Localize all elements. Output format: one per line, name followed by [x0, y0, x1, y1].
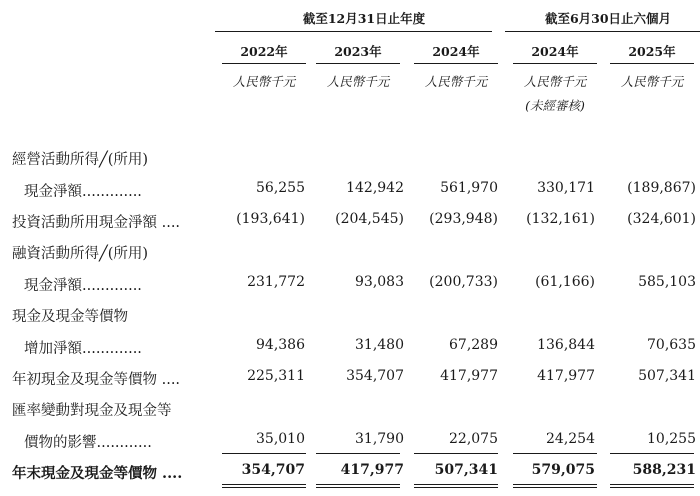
year-underline-2025-h1 [610, 63, 694, 64]
total-double-line-2024-h1-b [513, 487, 597, 488]
year-header-2023: 2023年 [334, 44, 382, 59]
group-header-six-months: 截至6月30日止六個月 [544, 11, 672, 26]
year-underline-2023 [316, 63, 400, 64]
cell-ending-2024-h1: 579,075 [531, 462, 595, 478]
cell-financing-2022: 231,772 [247, 274, 305, 290]
subtotal-line-2022 [222, 453, 306, 454]
cell-ending-2025-h1: 588,231 [632, 462, 696, 478]
year-underline-2022 [222, 63, 306, 64]
cell-financing-2024-h1: (61,166) [535, 274, 595, 290]
cell-beginning-2023: 354,707 [346, 368, 404, 384]
cell-operating-2025-h1: (189,867) [627, 180, 696, 196]
total-double-line-2023-b [316, 487, 400, 488]
total-double-line-2024-b [414, 487, 498, 488]
cell-fx-2024: 22,075 [449, 431, 498, 447]
unit-label-2023: 人民幣千元 [326, 74, 390, 89]
cell-fx-2025-h1: 10,255 [647, 431, 696, 447]
year-header-2024-h1: 2024年 [531, 44, 579, 59]
row-label-fx-line1: 匯率變動對現金及現金等 [12, 403, 172, 419]
total-double-line-2025-h1-b [610, 487, 694, 488]
cell-net-increase-2024: 67,289 [449, 337, 498, 353]
group-underline-six-months [505, 31, 700, 32]
year-header-2022: 2022年 [240, 44, 288, 59]
unaudited-note: (未經審核) [525, 98, 585, 113]
subtotal-line-2024 [414, 453, 498, 454]
subtotal-line-2023 [316, 453, 400, 454]
cell-investing-2025-h1: (324,601) [627, 211, 696, 227]
cell-net-increase-2023: 31,480 [355, 337, 404, 353]
total-double-line-2025-h1-a [610, 484, 694, 485]
cell-net-increase-2024-h1: 136,844 [537, 337, 595, 353]
total-double-line-2024-h1-a [513, 484, 597, 485]
cell-operating-2023: 142,942 [346, 180, 404, 196]
subtotal-line-2024-h1 [513, 453, 597, 454]
row-label-beginning: 年初現金及現金等價物 .... [12, 372, 181, 388]
total-double-line-2024-a [414, 484, 498, 485]
unit-label-2024: 人民幣千元 [424, 74, 488, 89]
group-underline-year-end [215, 31, 492, 32]
row-label-operating-line1: 經營活動所得╱(所用) [12, 152, 149, 168]
cell-financing-2025-h1: 585,103 [638, 274, 696, 290]
cell-ending-2023: 417,977 [340, 462, 404, 478]
cell-fx-2022: 35,010 [256, 431, 305, 447]
total-double-line-2023-a [316, 484, 400, 485]
cell-net-increase-2022: 94,386 [256, 337, 305, 353]
cell-operating-2024-h1: 330,171 [537, 180, 595, 196]
unit-label-2022: 人民幣千元 [232, 74, 296, 89]
row-label-fx: 價物的影響............ [24, 435, 152, 451]
year-header-2025-h1: 2025年 [628, 44, 676, 59]
unit-label-2025-h1: 人民幣千元 [620, 74, 684, 89]
cell-ending-2022: 354,707 [241, 462, 305, 478]
cell-investing-2023: (204,545) [335, 211, 404, 227]
year-header-2024: 2024年 [432, 44, 480, 59]
cell-investing-2024-h1: (132,161) [526, 211, 595, 227]
total-double-line-2022-a [222, 484, 306, 485]
total-double-line-2022-b [222, 487, 306, 488]
cell-operating-2022: 56,255 [256, 180, 305, 196]
subtotal-line-2025-h1 [610, 453, 694, 454]
row-label-net-increase: 增加淨額............. [24, 341, 142, 357]
cell-operating-2024: 561,970 [440, 180, 498, 196]
row-label-financing-line1: 融資活動所得╱(所用) [12, 246, 149, 262]
cell-beginning-2022: 225,311 [247, 368, 305, 384]
cell-financing-2023: 93,083 [355, 274, 404, 290]
row-label-financing: 現金淨額............. [24, 278, 142, 294]
year-underline-2024-h1 [513, 63, 597, 64]
cell-investing-2022: (193,641) [236, 211, 305, 227]
cell-ending-2024: 507,341 [434, 462, 498, 478]
year-underline-2024 [414, 63, 498, 64]
cell-fx-2024-h1: 24,254 [546, 431, 595, 447]
cell-fx-2023: 31,790 [355, 431, 404, 447]
group-header-year-end: 截至12月31日止年度 [302, 11, 426, 26]
cell-beginning-2025-h1: 507,341 [638, 368, 696, 384]
row-label-ending: 年末現金及現金等價物 .... [12, 465, 183, 482]
cell-beginning-2024: 417,977 [440, 368, 498, 384]
row-label-net-increase-line1: 現金及現金等價物 [12, 309, 128, 325]
row-label-operating: 現金淨額............. [24, 184, 142, 200]
cell-net-increase-2025-h1: 70,635 [647, 337, 696, 353]
row-label-investing: 投資活動所用現金淨額 .... [12, 215, 181, 231]
cell-financing-2024: (200,733) [429, 274, 498, 290]
cell-investing-2024: (293,948) [429, 211, 498, 227]
cell-beginning-2024-h1: 417,977 [537, 368, 595, 384]
unit-label-2024-h1: 人民幣千元 [523, 74, 587, 89]
